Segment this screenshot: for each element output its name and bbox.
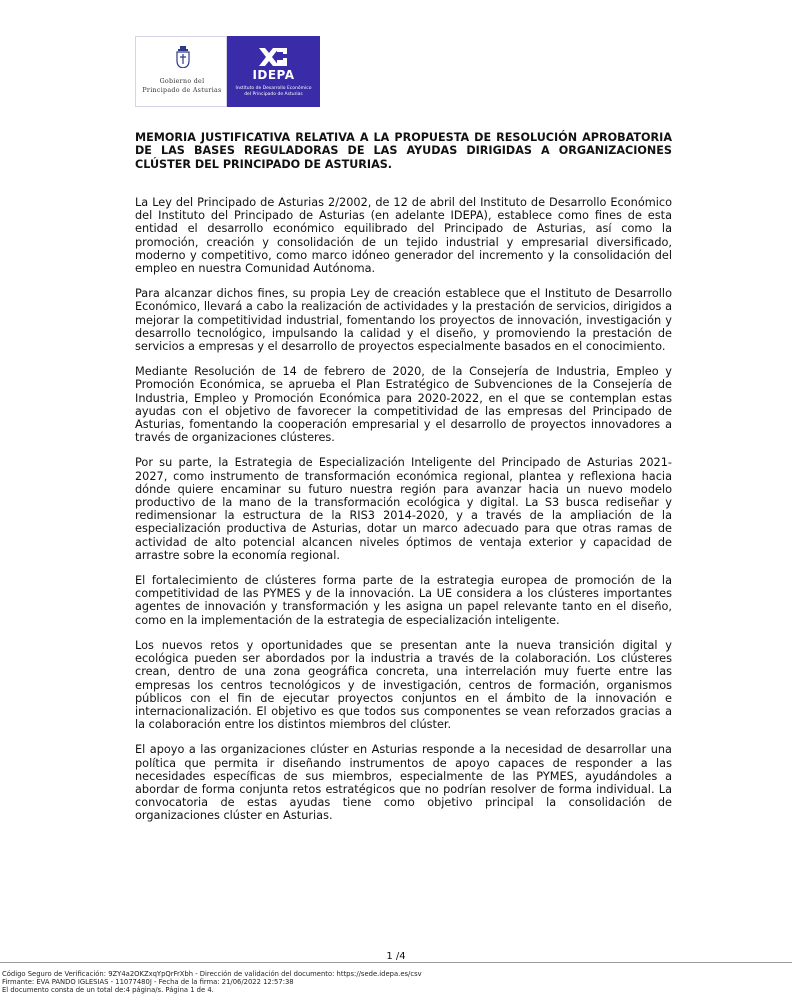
signature-footer (2, 970, 790, 995)
gobierno-asturias-logo (135, 36, 227, 107)
footer-pages-line: El documento consta de un total de:4 página/s. Página 1 de 4. (2, 986, 214, 995)
gov-line-2: Principado de Asturias (142, 87, 222, 94)
paragraph-6: Los nuevos retos y oportunidades que se presentan ante la nueva transición digital y ecológica pueden ser abordados por la industria a través de la colaboración. Los clústeres crean, dentro de una zona geográfica concreta, una interrelación muy fuerte entre las empresas los centros tecnológicos y de investigación, centros de formación, organismos públicos con el fin de ejecutar proyectos conjuntos en el ámbito de la innovación e internacionalización. El objetivo es que todos sus componentes se vean reforzados gracias a la colaboración entre los distintos miembros del clúster. (135, 638, 672, 732)
idepa-name: IDEPA (252, 68, 295, 82)
paragraph-3: Mediante Resolución de 14 de febrero de 2020, de la Consejería de Industria, Empleo y Promoción Económica, se aprueba el Plan Estratégico de Subvenciones de la Consejería de Industria, Empleo y Promoción Económica para 2020-2022, en el que se contemplan estas ayudas con el objetivo de favorecer la competitividad de las empresas del Principado de Asturias, fomentando la cooperación empresarial y el desarrollo de proyectos innovadores a través de organizaciones clústeres. (135, 365, 672, 445)
footer-signer-line: Firmante: EVA PANDO IGLESIAS - 11077480J - Fecha de la firma: 21/06/2022 12:57:38 (2, 978, 294, 987)
paragraph-5: El fortalecimiento de clústeres forma parte de la estrategia europea de promoción de la competitividad de las PYMES y de la innovación. La UE considera a los clústeres importantes agentes de innovación y transformación y les asigna un papel relevante tanto en el diseño, como en la implementación de la estrategia de especialización inteligente. (135, 574, 672, 627)
gov-line-1: Gobierno del (159, 78, 205, 85)
idepa-subtitle (233, 86, 314, 98)
idepa-logo (227, 36, 320, 107)
header-logos (135, 36, 320, 107)
idepa-mark-icon (257, 46, 289, 68)
document-body (135, 196, 672, 835)
paragraph-4: Por su parte, la Estrategia de Especialización Inteligente del Principado de Asturias 2021-2027, como instrumento de transformación económica regional, plantea y reflexiona hacia dónde quiere encaminar su futuro nuestra región para avanzar hacia un nuevo modelo productivo de la mano de la transformación ecológica y digital. La S3 busca rediseñar y redimensionar la estructura de la RIS3 2014-2020, y a través de la ampliación de la especialización productiva de Asturias, dotar un marco adecuado para que otras ramas de actividad de alto potencial alcancen niveles óptimos de ventaja exterior y capacidad de arrastre sobre la economía regional. (135, 456, 672, 562)
footer-verification-line: Código Seguro de Verificación: 9ZY4a2OKZxqYpQrFrXbh - Dirección de validación del documento: https://sede.idepa.es/csv (2, 970, 422, 978)
document-title: MEMORIA JUSTIFICATIVA RELATIVA A LA PROPUESTA DE RESOLUCIÓN APROBATORIA DE LAS BASES REGULADORAS DE LAS AYUDAS DIRIGIDAS A ORGANIZACIONES CLÚSTER DEL PRINCIPADO DE ASTURIAS. (135, 131, 672, 171)
idepa-sub-line-2: del Principado de Asturias (244, 92, 303, 97)
paragraph-1: La Ley del Principado de Asturias 2/2002, de 12 de abril del Instituto de Desarrollo Económico del Instituto del Principado de Asturias (en adelante IDEPA), establece como fines de esta entidad el desarrollo económico equilibrado del Principado de Asturias, así como la promoción, creación y consolidación de un tejido industrial y empresarial diversificado, moderno y competitivo, como marco idóneo generador del incremento y la consolidación del empleo en nuestra Comunidad Autónoma. (135, 196, 672, 276)
footer-divider (0, 962, 792, 963)
gov-text (140, 77, 224, 95)
page-number: 1 /4 (386, 951, 406, 962)
crest-icon (176, 46, 190, 68)
paragraph-2: Para alcanzar dichos fines, su propia Ley de creación establece que el Instituto de Desarrollo Económico, llevará a cabo la realización de actividades y la prestación de servicios, dirigidos a mejorar la competitividad industrial, fomentando los proyectos de innovación, investigación y desarrollo tecnológico, impulsando la calidad y el diseño, y promoviendo la prestación de servicios a empresas y el desarrollo de proyectos especialmente basados en el conocimiento. (135, 287, 672, 354)
idepa-sub-line-1: Instituto de Desarrollo Económico (235, 86, 312, 91)
paragraph-7: El apoyo a las organizaciones clúster en Asturias responde a la necesidad de desarrollar una política que permita ir diseñando instrumentos de apoyo capaces de responder a las necesidades específicas de sus miembros, especialmente de las PYMES, ayudándoles a abordar de forma conjunta retos estratégicos que no podrían resolver de forma individual. La convocatoria de estas ayudas tiene como objetivo principal la consolidación de organizaciones clúster en Asturias. (135, 743, 672, 823)
